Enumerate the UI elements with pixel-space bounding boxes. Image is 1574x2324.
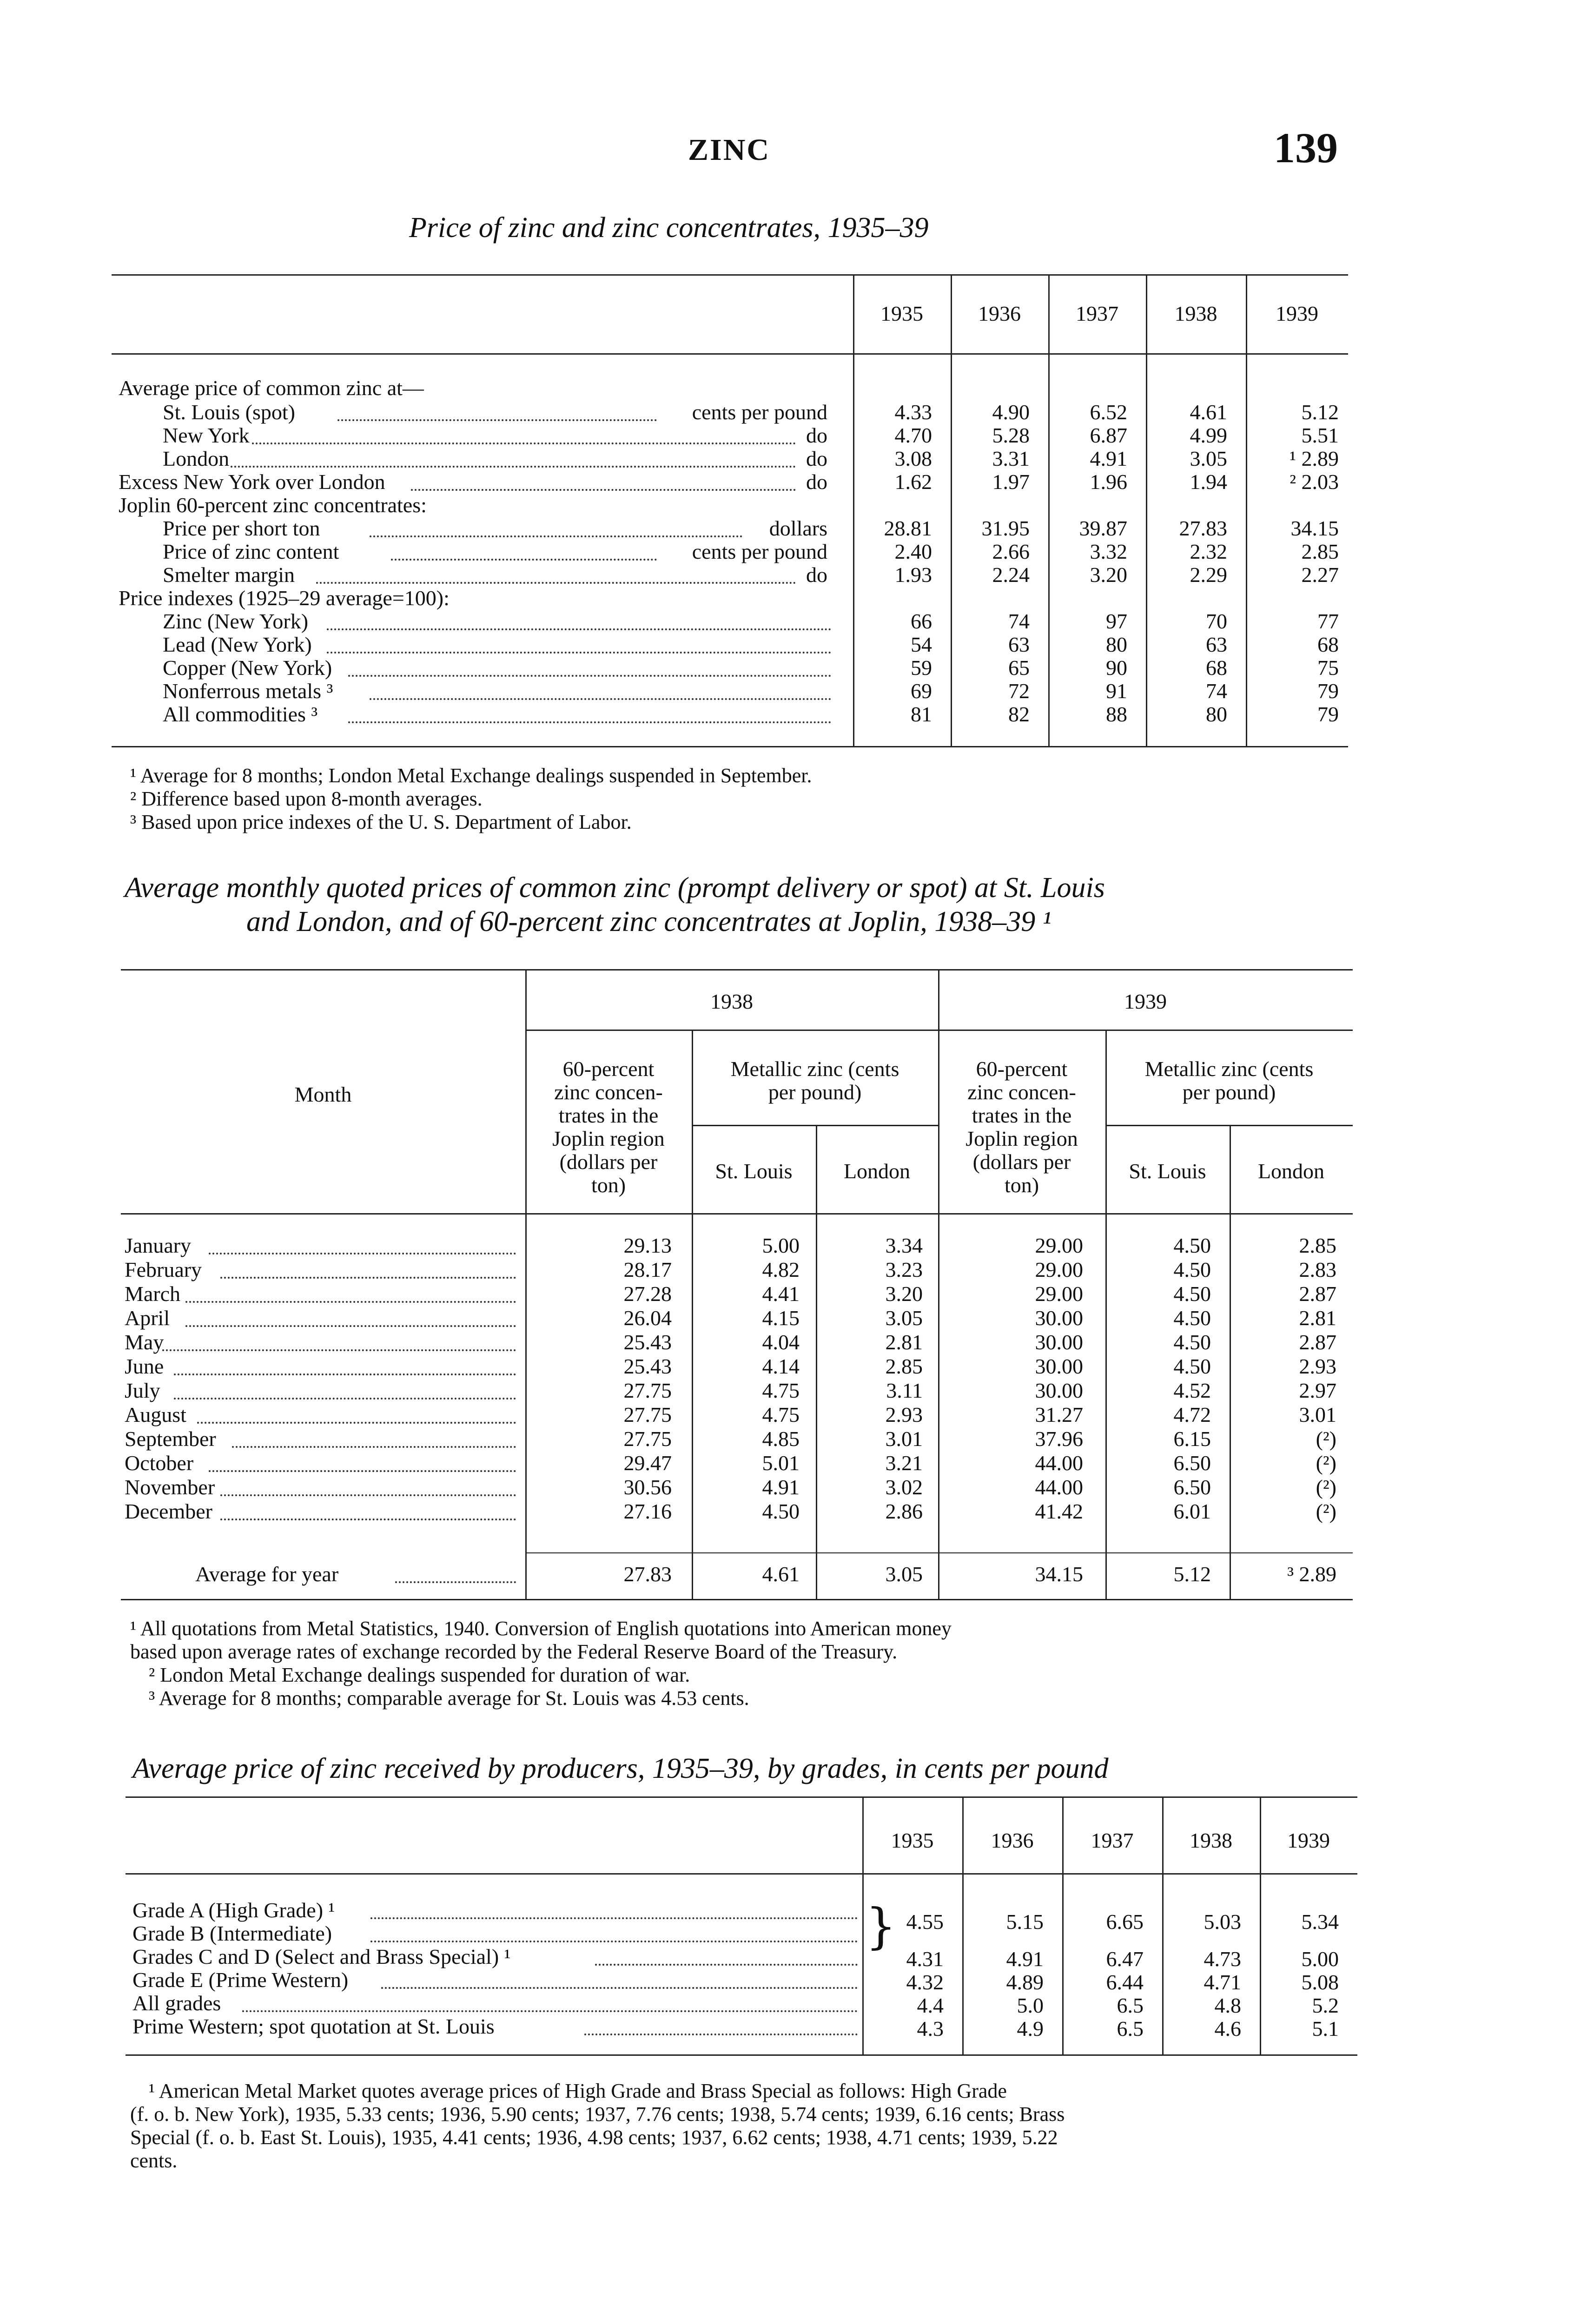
table2-cell: 31.27 <box>1035 1403 1083 1426</box>
table1-cell: 59 <box>911 656 932 680</box>
leader-dots <box>242 2010 858 2012</box>
table2-footnote-3: ³ Average for 8 months; comparable average for St. Louis was 4.53 cents. <box>149 1687 749 1710</box>
table1-cell: 4.90 <box>992 400 1030 424</box>
table1-cell: 28.81 <box>884 516 932 540</box>
table1-cell: 69 <box>911 679 932 703</box>
table1-year-1935: 1935 <box>880 302 923 325</box>
table1-cell: 5.28 <box>992 423 1030 447</box>
table2-caption-line1: Average monthly quoted prices of common zinc (prompt delivery or spot) at St. Louis <box>125 872 1105 904</box>
table1-cell: 2.32 <box>1190 540 1227 563</box>
table2-cell: 3.01 <box>1299 1403 1336 1426</box>
table2-cell: 3.21 <box>885 1451 923 1475</box>
table1-cell: 79 <box>1317 702 1339 726</box>
table2-average-cell: 34.15 <box>1035 1562 1083 1586</box>
table1-cell: 34.15 <box>1290 516 1339 540</box>
table2-cell: 4.50 <box>1173 1258 1211 1281</box>
table1-cell: 65 <box>1008 656 1030 680</box>
leader-dots <box>220 1277 516 1279</box>
table2-cell: 2.93 <box>885 1403 923 1426</box>
table2-cell: (²) <box>1316 1499 1336 1523</box>
table3-cell: 6.5 <box>1117 2017 1144 2040</box>
table2-cell: 37.96 <box>1035 1427 1083 1451</box>
table1-row-label: All commodities ³ <box>163 702 318 726</box>
table1-row-label: Price per short ton <box>163 516 320 540</box>
table3-cell: 5.15 <box>1006 1910 1044 1934</box>
table3-cell: 4.9 <box>1017 2017 1044 2040</box>
table2-cell: 30.00 <box>1035 1379 1083 1402</box>
table2-cell: 3.20 <box>885 1282 923 1306</box>
table3-footnote-1-cont-c: cents. <box>130 2149 178 2172</box>
leader-dots <box>327 628 831 630</box>
table2-cell: 44.00 <box>1035 1475 1083 1499</box>
table2-cell: 30.00 <box>1035 1330 1083 1354</box>
table2-cell: 3.34 <box>885 1234 923 1257</box>
table2-month-label: October <box>125 1451 194 1475</box>
table2-month-label: December <box>125 1499 212 1523</box>
table1-row-label: Zinc (New York) <box>163 609 309 633</box>
table3-row-label: Prime Western; spot quotation at St. Louis <box>132 2014 495 2038</box>
table2-cell: 6.50 <box>1173 1475 1211 1499</box>
table2-month-label: April <box>125 1306 170 1330</box>
table2-cell: 2.85 <box>885 1354 923 1378</box>
table2-cell: 4.75 <box>762 1379 800 1402</box>
table2-cell: 29.00 <box>1035 1282 1083 1306</box>
table1-cell: 70 <box>1206 609 1227 633</box>
table2-footnote-2: ² London Metal Exchange dealings suspended for duration of war. <box>149 1664 690 1686</box>
leader-dots <box>197 1422 516 1424</box>
leader-dots <box>185 1325 516 1327</box>
table2-month-label: March <box>125 1282 181 1306</box>
leader-dots <box>220 1519 516 1520</box>
table1-row-unit: do <box>806 470 827 494</box>
table2-cell: 4.52 <box>1173 1379 1211 1402</box>
table2-cell: 25.43 <box>623 1330 672 1354</box>
table2-stlouis-header-1938: St. Louis <box>715 1159 793 1183</box>
table2-cell: 4.50 <box>1173 1330 1211 1354</box>
table1-row-label: Nonferrous metals ³ <box>163 679 333 703</box>
table3-cell: 4.32 <box>906 1970 944 1994</box>
table3-cell: 4.73 <box>1204 1947 1241 1971</box>
table1-cell: 82 <box>1008 702 1030 726</box>
table2-caption-line2: and London, and of 60-percent zinc concentrates at Joplin, 1938–39 ¹ <box>246 906 1052 938</box>
table1-cell: 6.52 <box>1090 400 1127 424</box>
table1-row-label: Joplin 60-percent zinc concentrates: <box>119 493 427 517</box>
table1-cell: 66 <box>911 609 932 633</box>
table1-cell: 1.93 <box>894 563 932 587</box>
table3-cell: 5.1 <box>1312 2017 1339 2040</box>
leader-dots <box>174 1398 516 1400</box>
leader-dots <box>411 489 796 491</box>
table2-conc-header-1938: 60-percent zinc concen- trates in the Joplin region (dollars per ton) <box>552 1057 665 1197</box>
table1-cell: 88 <box>1106 702 1127 726</box>
table3-footnote-1: ¹ American Metal Market quotes average prices of High Grade and Brass Special as follows: High Grade <box>149 2080 1007 2102</box>
table3-cell: 4.55 <box>906 1910 944 1934</box>
table2-average-cell: 5.12 <box>1173 1562 1211 1586</box>
table1-row-unit: dollars <box>769 516 827 540</box>
table2-cell: (²) <box>1316 1451 1336 1475</box>
table1-row-unit: cents per pound <box>692 540 827 563</box>
table1-row-label: Copper (New York) <box>163 656 332 680</box>
table2-cell: 28.17 <box>623 1258 672 1281</box>
table2-cell: 26.04 <box>623 1306 672 1330</box>
leader-dots <box>348 675 831 677</box>
table3-cell: 5.03 <box>1204 1910 1241 1934</box>
leader-dots <box>162 1349 516 1351</box>
table2-cell: 2.87 <box>1299 1330 1336 1354</box>
table2-london-header-1939: London <box>1257 1159 1325 1183</box>
table2-cell: 27.16 <box>623 1499 672 1523</box>
table1-cell: 81 <box>911 702 932 726</box>
table1-row-unit: do <box>806 563 827 587</box>
table2-month-label: July <box>125 1379 160 1402</box>
table1-cell: 4.91 <box>1090 447 1127 470</box>
table3-cell: 5.00 <box>1301 1947 1339 1971</box>
table3-cell: 5.0 <box>1017 1994 1044 2017</box>
table1-cell: 80 <box>1206 702 1227 726</box>
table1-cell: 2.24 <box>992 563 1030 587</box>
table2-cell: 4.04 <box>762 1330 800 1354</box>
leader-dots <box>395 1581 516 1583</box>
table1-cell: 2.66 <box>992 540 1030 563</box>
table2-cell: 4.91 <box>762 1475 800 1499</box>
table2-cell: 4.75 <box>762 1403 800 1426</box>
leader-dots <box>595 1964 858 1966</box>
table2-cell: 29.47 <box>623 1451 672 1475</box>
table2-cell: 25.43 <box>623 1354 672 1378</box>
table1-cell: 2.29 <box>1190 563 1227 587</box>
table2-month-label: June <box>125 1354 164 1378</box>
table1-cell: 54 <box>911 633 932 656</box>
table2-cell: (²) <box>1316 1427 1336 1451</box>
table1-cell: 79 <box>1317 679 1339 703</box>
table1-year-1936: 1936 <box>978 302 1021 325</box>
table2-cell: 41.42 <box>1035 1499 1083 1523</box>
table3-cell: 4.4 <box>917 1994 944 2017</box>
table1-row-unit: cents per pound <box>692 400 827 424</box>
table3-cell: 6.47 <box>1106 1947 1144 1971</box>
table2-cell: 4.50 <box>1173 1306 1211 1330</box>
table3-cell: 4.71 <box>1204 1970 1241 1994</box>
table2-month-label: November <box>125 1475 215 1499</box>
table2-cell: 2.97 <box>1299 1379 1336 1402</box>
leader-dots <box>174 1373 516 1375</box>
table2-conc-header-1939: 60-percent zinc concen- trates in the Joplin region (dollars per ton) <box>966 1057 1078 1197</box>
table2-cell: 27.75 <box>623 1379 672 1402</box>
table2-footnote-1: ¹ All quotations from Metal Statistics, 1940. Conversion of English quotations into American money <box>130 1617 952 1640</box>
table1-cell: 1.97 <box>992 470 1030 494</box>
table2-cell: 30.00 <box>1035 1306 1083 1330</box>
table1-cell: 97 <box>1106 609 1127 633</box>
table3-brace: } <box>866 1898 897 1954</box>
table2-cell: 5.01 <box>762 1451 800 1475</box>
table2-cell: 3.23 <box>885 1258 923 1281</box>
table3-year-1936: 1936 <box>991 1829 1034 1852</box>
table2-cell: 2.87 <box>1299 1282 1336 1306</box>
table2-cell: 29.00 <box>1035 1234 1083 1257</box>
table1-cell: 75 <box>1317 656 1339 680</box>
table1-cell: 2.85 <box>1301 540 1339 563</box>
table1-cell: 1.94 <box>1190 470 1227 494</box>
table1-cell: 3.05 <box>1190 447 1227 470</box>
table3-cell: 4.6 <box>1214 2017 1241 2040</box>
table2-year-1939: 1939 <box>1124 990 1167 1013</box>
table2-cell: 27.28 <box>623 1282 672 1306</box>
leader-dots <box>231 466 796 468</box>
table1-cell: 68 <box>1206 656 1227 680</box>
table2-average-cell: ³ 2.89 <box>1287 1562 1336 1586</box>
table2-cell: 4.15 <box>762 1306 800 1330</box>
table2-month-label: May <box>125 1330 164 1354</box>
table3-row-label: Grade B (Intermediate) <box>132 1921 332 1945</box>
table2-average-cell: 27.83 <box>623 1562 672 1586</box>
table2-average-cell: 4.61 <box>762 1562 800 1586</box>
table3-cell: 4.89 <box>1006 1970 1044 1994</box>
table2-london-header-1938: London <box>843 1159 911 1183</box>
table2-cell: 4.50 <box>1173 1234 1211 1257</box>
table1-caption: Price of zinc and zinc concentrates, 1935–39 <box>409 212 929 244</box>
table1-row-label: Price indexes (1925–29 average=100): <box>119 586 450 610</box>
table2-cell: 4.41 <box>762 1282 800 1306</box>
table2-cell: 4.50 <box>1173 1354 1211 1378</box>
table1-cell: 4.33 <box>894 400 932 424</box>
table1-footnote-2: ² Difference based upon 8-month averages. <box>130 787 483 810</box>
leader-dots <box>220 1494 516 1496</box>
table2-cell: 29.13 <box>623 1234 672 1257</box>
table3-row-label: Grade A (High Grade) ¹ <box>132 1898 335 1922</box>
table2-cell: 4.50 <box>1173 1282 1211 1306</box>
table2-month-header: Month <box>294 1083 352 1106</box>
table1-cell: 90 <box>1106 656 1127 680</box>
table3-year-1935: 1935 <box>891 1829 934 1852</box>
leader-dots <box>209 1470 516 1472</box>
leader-dots <box>316 582 796 584</box>
table2-stlouis-header-1939: St. Louis <box>1129 1159 1206 1183</box>
table3-year-1939: 1939 <box>1287 1829 1330 1852</box>
table1-year-1939: 1939 <box>1276 302 1318 325</box>
table1-cell: 3.20 <box>1090 563 1127 587</box>
table1-year-1938: 1938 <box>1174 302 1217 325</box>
table2-cell: 3.01 <box>885 1427 923 1451</box>
table1-cell: 74 <box>1008 609 1030 633</box>
leader-dots <box>370 535 742 537</box>
table2-cell: 30.56 <box>623 1475 672 1499</box>
table1-cell: 3.32 <box>1090 540 1127 563</box>
table1-cell: 77 <box>1317 609 1339 633</box>
table1-cell: 4.61 <box>1190 400 1227 424</box>
table3-cell: 4.31 <box>906 1947 944 1971</box>
table1-cell: 39.87 <box>1079 516 1127 540</box>
table2-month-label: January <box>125 1234 192 1257</box>
table1-cell: 91 <box>1106 679 1127 703</box>
leader-dots <box>252 442 796 444</box>
table2-cell: 2.83 <box>1299 1258 1336 1281</box>
table2-cell: 6.15 <box>1173 1427 1211 1451</box>
table2-cell: 3.11 <box>886 1379 923 1402</box>
table3-cell: 4.8 <box>1214 1994 1241 2017</box>
table1-cell: 74 <box>1206 679 1227 703</box>
table2-cell: 4.82 <box>762 1258 800 1281</box>
table1-cell: 1.96 <box>1090 470 1127 494</box>
leader-dots <box>232 1446 516 1448</box>
table1-row-unit: do <box>806 423 827 447</box>
table2-metal-header-1938: Metallic zinc (cents per pound) <box>730 1057 899 1104</box>
table2-cell: 4.50 <box>762 1499 800 1523</box>
table3-row-label: All grades <box>132 1991 221 2015</box>
table1-cell: 80 <box>1106 633 1127 656</box>
table1-cell: 3.31 <box>992 447 1030 470</box>
table1-cell: ² 2.03 <box>1290 470 1339 494</box>
table1-cell: 68 <box>1317 633 1339 656</box>
table1-row-label: Excess New York over London <box>119 470 385 494</box>
table1-cell: 4.99 <box>1190 423 1227 447</box>
table2-cell: 27.75 <box>623 1427 672 1451</box>
leader-dots <box>370 698 831 700</box>
table2-cell: 6.50 <box>1173 1451 1211 1475</box>
table1-cell: 2.27 <box>1301 563 1339 587</box>
table2-cell: 4.85 <box>762 1427 800 1451</box>
table1-cell: 31.95 <box>981 516 1030 540</box>
table1-footnote-1: ¹ Average for 8 months; London Metal Exchange dealings suspended in September. <box>130 764 812 787</box>
table1-cell: 63 <box>1206 633 1227 656</box>
running-head: ZINC <box>688 133 771 167</box>
table2-cell: 2.93 <box>1299 1354 1336 1378</box>
leader-dots <box>370 1917 858 1919</box>
leader-dots <box>337 419 657 421</box>
table2-cell: (²) <box>1316 1475 1336 1499</box>
table2-cell: 3.02 <box>885 1475 923 1499</box>
table2-month-label: February <box>125 1258 202 1281</box>
table2-average-label: Average for year <box>195 1562 339 1586</box>
table2-average-cell: 3.05 <box>885 1562 923 1586</box>
table1-cell: 72 <box>1008 679 1030 703</box>
table2-cell: 44.00 <box>1035 1451 1083 1475</box>
table1-cell: 2.40 <box>894 540 932 563</box>
table1-row-label: Smelter margin <box>163 563 295 587</box>
table2-footnote-1-cont: based upon average rates of exchange recorded by the Federal Reserve Board of the Treasury. <box>130 1640 898 1663</box>
table1-cell: 1.62 <box>894 470 932 494</box>
table2-cell: 4.14 <box>762 1354 800 1378</box>
table1-footnote-3: ³ Based upon price indexes of the U. S. Department of Labor. <box>130 811 632 833</box>
table3-footnote-1-cont-b: Special (f. o. b. East St. Louis), 1935, 4.41 cents; 1936, 4.98 cents; 1937, 6.62 cents; 1938, 4.71 cents; 1939, 5.22 <box>130 2126 1058 2149</box>
table2-month-label: August <box>125 1403 186 1426</box>
table1-cell: 4.70 <box>894 423 932 447</box>
table1-cell: ¹ 2.89 <box>1290 447 1339 470</box>
table3-row-label: Grade E (Prime Western) <box>132 1968 349 1992</box>
table1-row-label: St. Louis (spot) <box>163 400 295 424</box>
table2-cell: 6.01 <box>1173 1499 1211 1523</box>
leader-dots <box>209 1253 516 1254</box>
table1-row-label: New York <box>163 423 250 447</box>
table3-caption: Average price of zinc received by producers, 1935–39, by grades, in cents per pound <box>132 1753 1109 1784</box>
table2-cell: 2.81 <box>1299 1306 1336 1330</box>
table3-cell: 5.34 <box>1301 1910 1339 1934</box>
table2-cell: 4.72 <box>1173 1403 1211 1426</box>
leader-dots <box>185 1301 516 1303</box>
table2-cell: 30.00 <box>1035 1354 1083 1378</box>
table1-year-1937: 1937 <box>1076 302 1118 325</box>
table3-cell: 5.08 <box>1301 1970 1339 1994</box>
leader-dots <box>584 2034 858 2035</box>
table2-year-1938: 1938 <box>710 990 753 1013</box>
table1-cell: 5.51 <box>1301 423 1339 447</box>
table3-cell: 4.91 <box>1006 1947 1044 1971</box>
table2-cell: 29.00 <box>1035 1258 1083 1281</box>
table2-cell: 2.86 <box>885 1499 923 1523</box>
table2-month-label: September <box>125 1427 216 1451</box>
table3-row-label: Grades C and D (Select and Brass Special) ¹ <box>132 1945 511 1968</box>
table3-cell: 6.65 <box>1106 1910 1144 1934</box>
table2-cell: 27.75 <box>623 1403 672 1426</box>
table3-cell: 6.44 <box>1106 1970 1144 1994</box>
table1-cell: 5.12 <box>1301 400 1339 424</box>
table3-cell: 6.5 <box>1117 1994 1144 2017</box>
table1-row-label: Price of zinc content <box>163 540 339 563</box>
table3-cell: 4.3 <box>917 2017 944 2040</box>
leader-dots <box>381 1987 858 1989</box>
page-number: 139 <box>1274 124 1338 172</box>
table3-footnote-1-cont-a: (f. o. b. New York), 1935, 5.33 cents; 1936, 5.90 cents; 1937, 7.76 cents; 1938, 5.74 cents; 1939, 6.16 cents; Brass <box>130 2103 1065 2126</box>
table3-year-1938: 1938 <box>1190 1829 1232 1852</box>
table2-cell: 2.85 <box>1299 1234 1336 1257</box>
leader-dots <box>348 721 831 723</box>
table1-row-label: Lead (New York) <box>163 633 312 656</box>
table1-cell: 63 <box>1008 633 1030 656</box>
table3-year-1937: 1937 <box>1091 1829 1134 1852</box>
leader-dots <box>327 652 831 654</box>
table1-cell: 27.83 <box>1179 516 1227 540</box>
table2-cell: 2.81 <box>885 1330 923 1354</box>
leader-dots <box>391 559 657 561</box>
table1-row-unit: do <box>806 447 827 470</box>
table2-cell: 3.05 <box>885 1306 923 1330</box>
leader-dots <box>370 1941 858 1942</box>
table3-cell: 5.2 <box>1312 1994 1339 2017</box>
table2-metal-header-1939: Metallic zinc (cents per pound) <box>1144 1057 1314 1104</box>
table1-row-label: Average price of common zinc at— <box>119 376 424 400</box>
table2-cell: 5.00 <box>762 1234 800 1257</box>
table1-cell: 3.08 <box>894 447 932 470</box>
table1-row-label: London <box>163 447 230 470</box>
table1-cell: 6.87 <box>1090 423 1127 447</box>
